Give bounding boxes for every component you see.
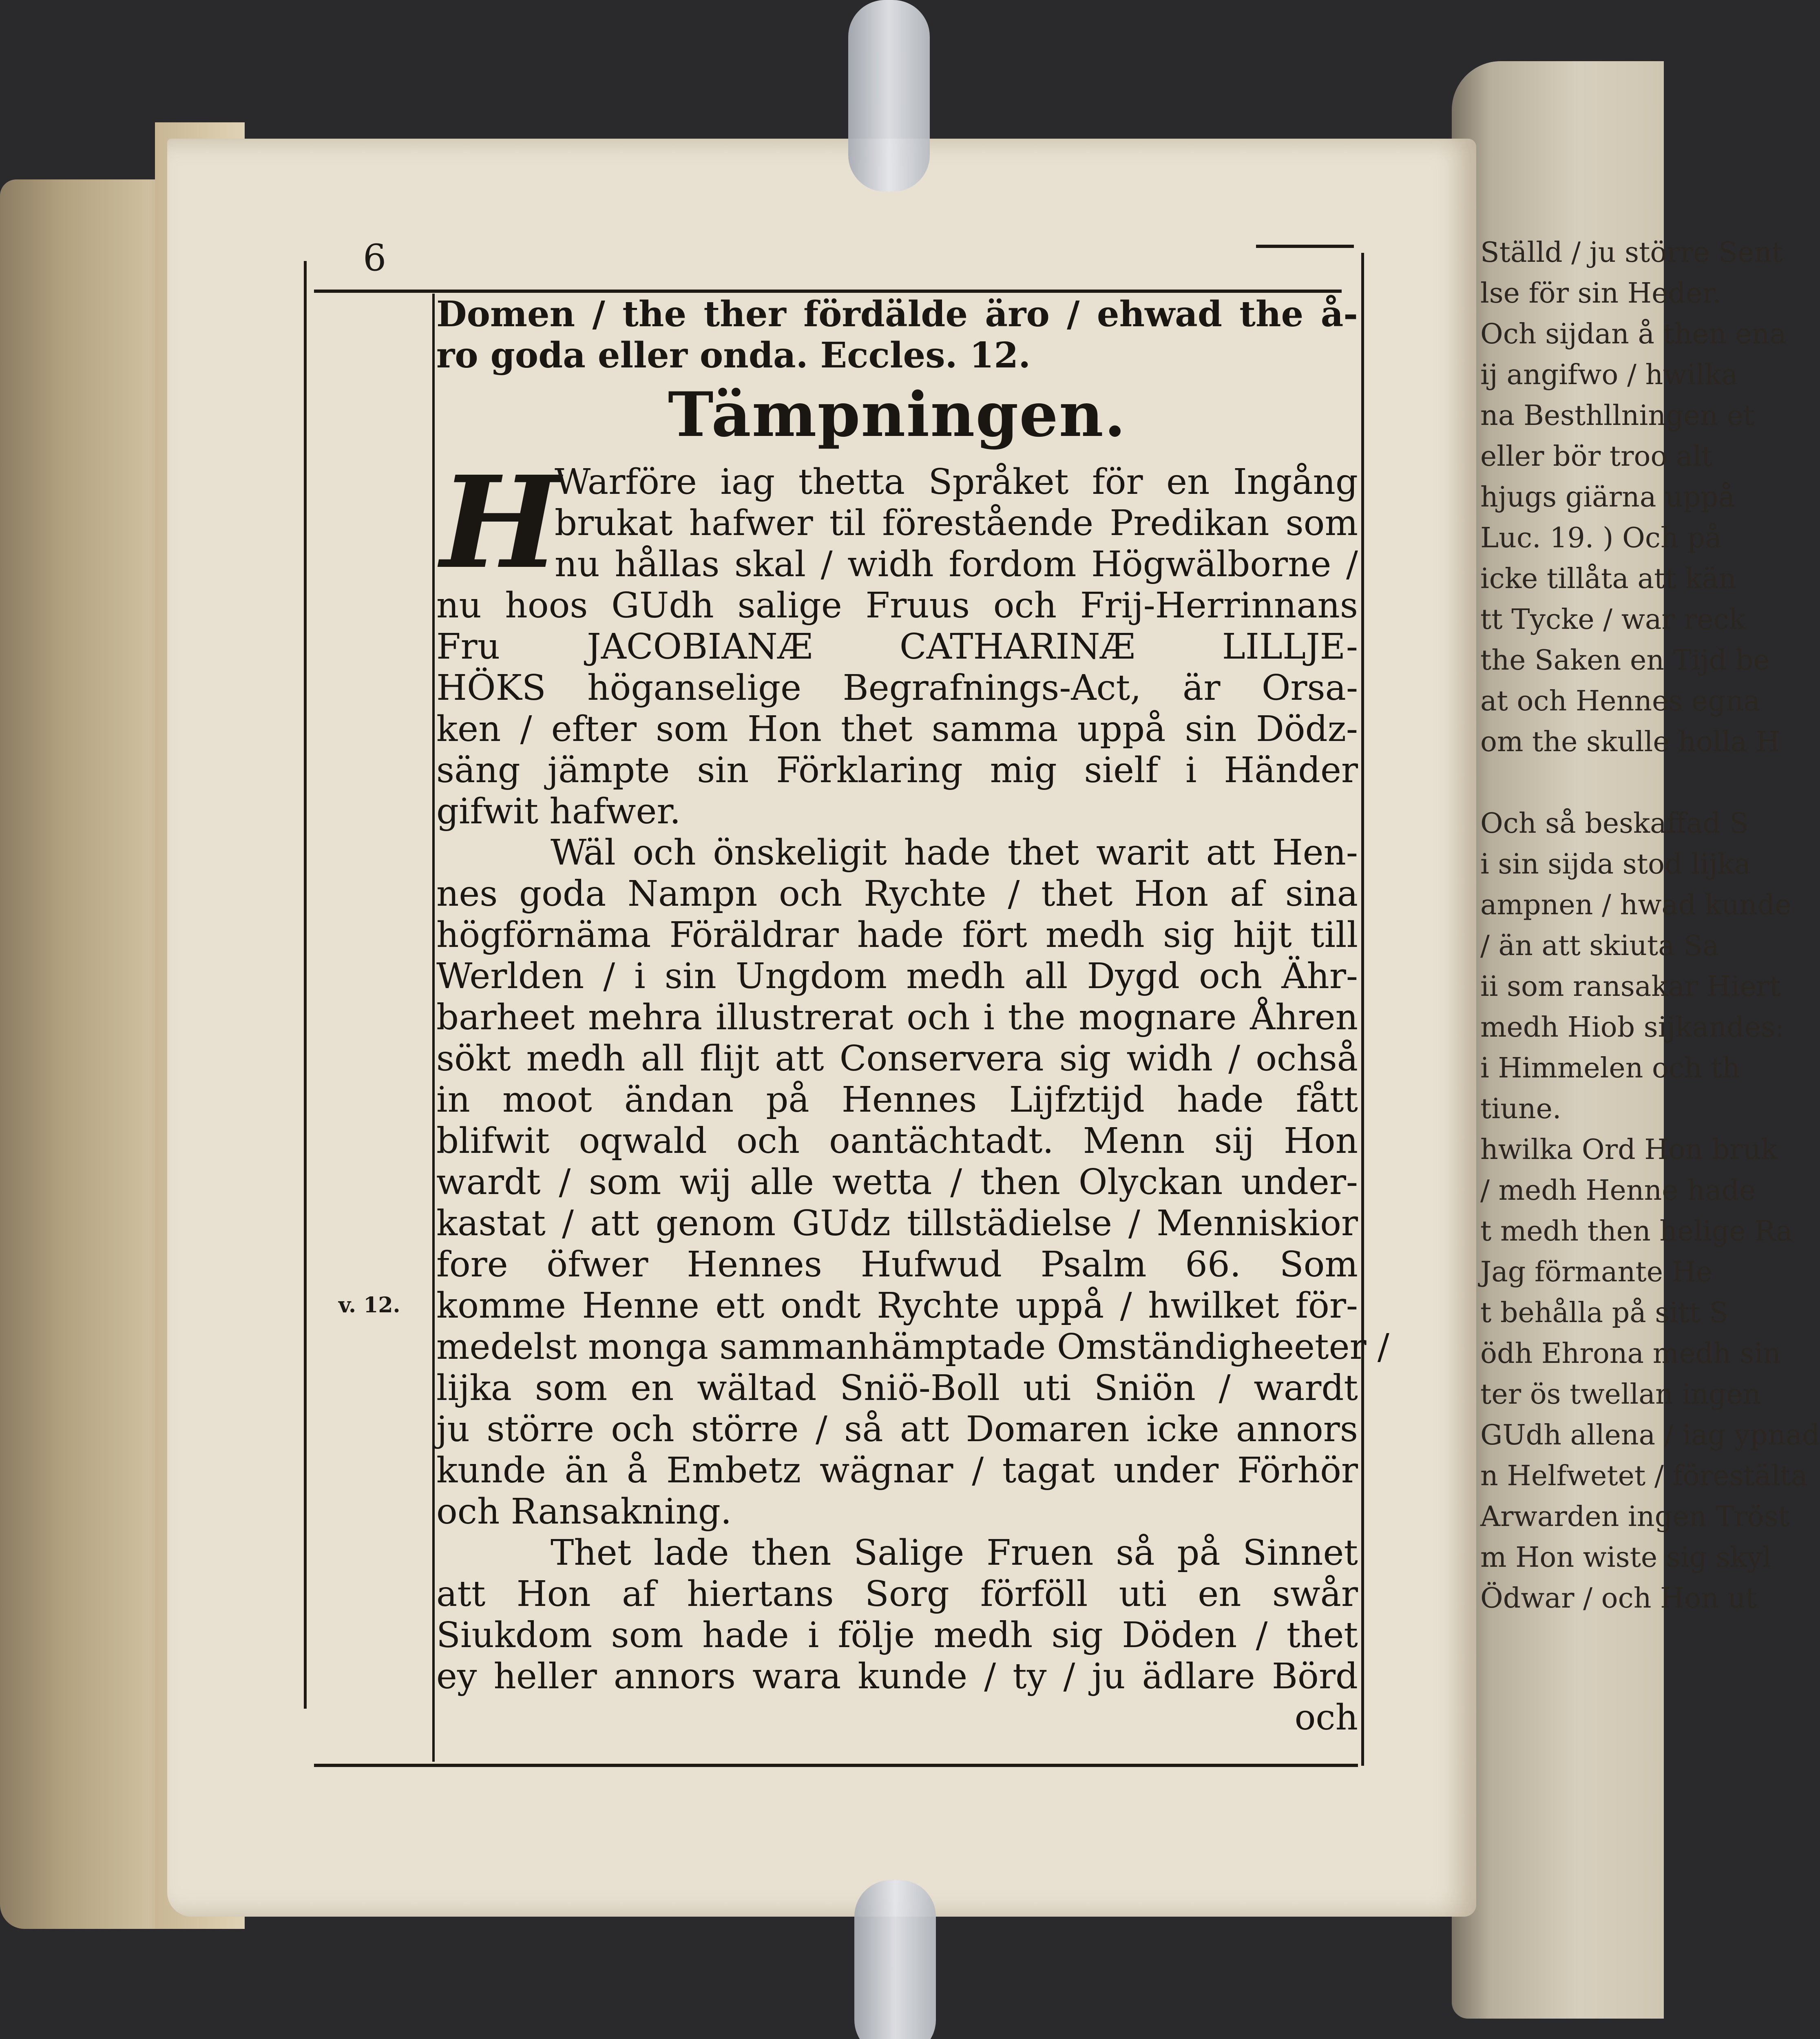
paragraph-line: gifwit hafwer. [436,791,681,832]
facing-page-text [1480,232,1820,1619]
paragraph-line: wardt / som wij alle wetta / then Olyckan under- [436,1162,1358,1203]
drop-cap: H [440,449,560,597]
paragraph-line: nu hoos GUdh salige Fruus och Frij-Herrinnans [436,585,1358,626]
frame-rule-top-right [1256,245,1354,248]
paragraph-line: Thet lade then Salige Fruen så på Sinnet [551,1533,1358,1573]
paragraph-line: fore öfwer Hennes Hufwud Psalm 66. Som [436,1244,1358,1285]
paragraph-line: kastat / att genom GUdz tillstädielse / Menniskior [436,1203,1358,1244]
facing-page-line: hwilka Ord Hon bruk [1480,1134,1778,1166]
paragraph-line: Siukdom som hade i följe medh sig Döden / thet [436,1615,1358,1656]
paragraph-line: in moot ändan på Hennes Lijfztijd hade fått [436,1079,1358,1120]
facing-page-line: Arwarden ingen Tröst [1480,1501,1789,1533]
page-holder-clip-bottom [854,1880,936,2039]
facing-page-line [1480,763,1668,803]
facing-page-line: tt Tycke / war reck [1480,604,1746,636]
facing-page-line: tiune. [1480,1093,1561,1125]
facing-page-line: eller bör troo alt [1480,440,1713,473]
main-text [436,294,1389,1738]
facing-page-line: Ödwar / och Hon ut [1480,1582,1757,1614]
facing-page-line: ampnen / hwad kunde [1480,889,1791,921]
paragraph-line: HÖKS höganselige Begrafnings-Act, är Orsa- [436,668,1358,708]
paragraph-line: Fru JACOBIANÆ CATHARINÆ LILLJE- [436,626,1358,667]
facing-page-line: om the skulle holla H [1480,726,1780,758]
page-number: 6 [363,237,387,279]
facing-page-line: icke tillåta att kän [1480,563,1736,595]
paragraph-line: brukat hafwer til förestående Predikan som [555,503,1358,544]
facing-page-line: at och Hennes egna [1480,685,1760,717]
section-title: Tämpningen. [668,379,1127,451]
opening-line: Domen / the ther fördälde äro / ehwad the å- [436,294,1358,335]
facing-page-line: the Saken en Tijd be [1480,644,1770,677]
paragraph-line: barheet mehra illustrerat och i the mognare Åhren [436,997,1358,1038]
frame-rule-top [314,290,1342,293]
facing-page-line: Luc. 19. ) Och på [1480,522,1722,554]
paragraph-line: ey heller annors wara kunde / ty / ju ädlare Börd [436,1656,1358,1697]
paragraph-line: ju större och större / så att Domaren icke annors [436,1409,1358,1450]
paragraph-line: komme Henne ett ondt Rychte uppå / hwilket för- [436,1285,1358,1326]
paragraph-line: Warföre iag thetta Språket för en Ingång [555,462,1358,502]
paragraph-line: medelst monga sammanhämptade Omständigheeter / [436,1327,1389,1367]
paragraph-line: att Hon af hiertans Sorg förföll uti en swår [436,1574,1358,1614]
facing-page-line: lse för sin Heder. [1480,277,1721,310]
paragraph-line: kunde än å Embetz wägnar / tagat under Förhör [436,1450,1358,1491]
facing-page-line: i Himmelen och th [1480,1052,1740,1084]
first-paragraph [436,449,1358,832]
facing-page-line: Ställd / ju större Sent [1480,237,1783,269]
frame-rule-left [304,261,307,1709]
page-holder-clip-top [848,0,930,192]
paragraph-line: sökt medh all flijt att Conservera sig widh / ochså [436,1038,1358,1079]
paragraph-line: Wäl och önskeligit hade thet warit att Hen- [551,832,1358,873]
frame-rule-right [1361,253,1364,1766]
paragraph-line: säng jämpte sin Förklaring mig sielf i Händer [436,750,1358,791]
catchword: och [1294,1697,1358,1738]
facing-page-line: medh Hiob sijkandes: [1480,1011,1785,1044]
facing-page-line: hjugs giärna uppå [1480,481,1735,513]
paragraph-line: lijka som en wältad Sniö-Boll uti Sniön / wardt [436,1368,1358,1409]
opening-line: ro goda eller onda. Eccles. 12. [436,335,1031,376]
facing-page-line: ödh Ehrona medh sin [1480,1338,1781,1370]
facing-page-line: Och så beskaffad S [1480,807,1749,840]
facing-page-line: na Besthllningen et [1480,400,1754,432]
facing-page-line: Och sijdan å then ena [1480,318,1786,350]
paragraph-line: högförnäma Föräldrar hade fört medh sig hijt till [436,915,1358,955]
frame-rule-inner-left [432,294,435,1762]
facing-page-line: Jag förmante He [1480,1256,1713,1288]
facing-page-line: ter ös twellan ingen [1480,1378,1761,1411]
margin-note-verse: v. 12. [338,1293,400,1318]
paragraph-line: och Ransakning. [436,1491,732,1532]
paragraph-line: ken / efter som Hon thet samma uppå sin Dödz- [436,709,1358,750]
frame-rule-bottom [314,1764,1358,1767]
facing-page-line: n Helfwetet / förestälta [1480,1460,1808,1492]
facing-page-line: / medh Henne hade [1480,1174,1756,1207]
facing-page-line: t behålla på sitt S [1480,1297,1728,1329]
facing-page-line: i sin sijda stod lijka [1480,848,1751,880]
facing-page-line: t medh then helige Ra [1480,1215,1793,1247]
facing-page-line: / än att skiuta Sa [1480,930,1719,962]
facing-page-line: ii som ransakar Hiert [1480,971,1781,1003]
paragraph-line: blifwit oqwald och oantächtadt. Menn sij Hon [436,1121,1358,1161]
facing-page-line: m Hon wiste sig skyl [1480,1541,1771,1574]
paragraph-line: nes goda Nampn och Rychte / thet Hon af sina [436,874,1358,914]
paragraph-line: nu hållas skal / widh fordom Högwälborne / [555,544,1358,585]
paragraph-line: Werlden / i sin Ungdom medh all Dygd och Ähr- [436,956,1358,997]
second-paragraph [436,832,1389,1533]
facing-page [1452,61,1820,2019]
facing-page-line: GUdh allena / iag ypnad [1480,1419,1820,1451]
facing-page-line: ij angifwo / hwilka [1480,359,1738,391]
third-paragraph [436,1533,1358,1697]
